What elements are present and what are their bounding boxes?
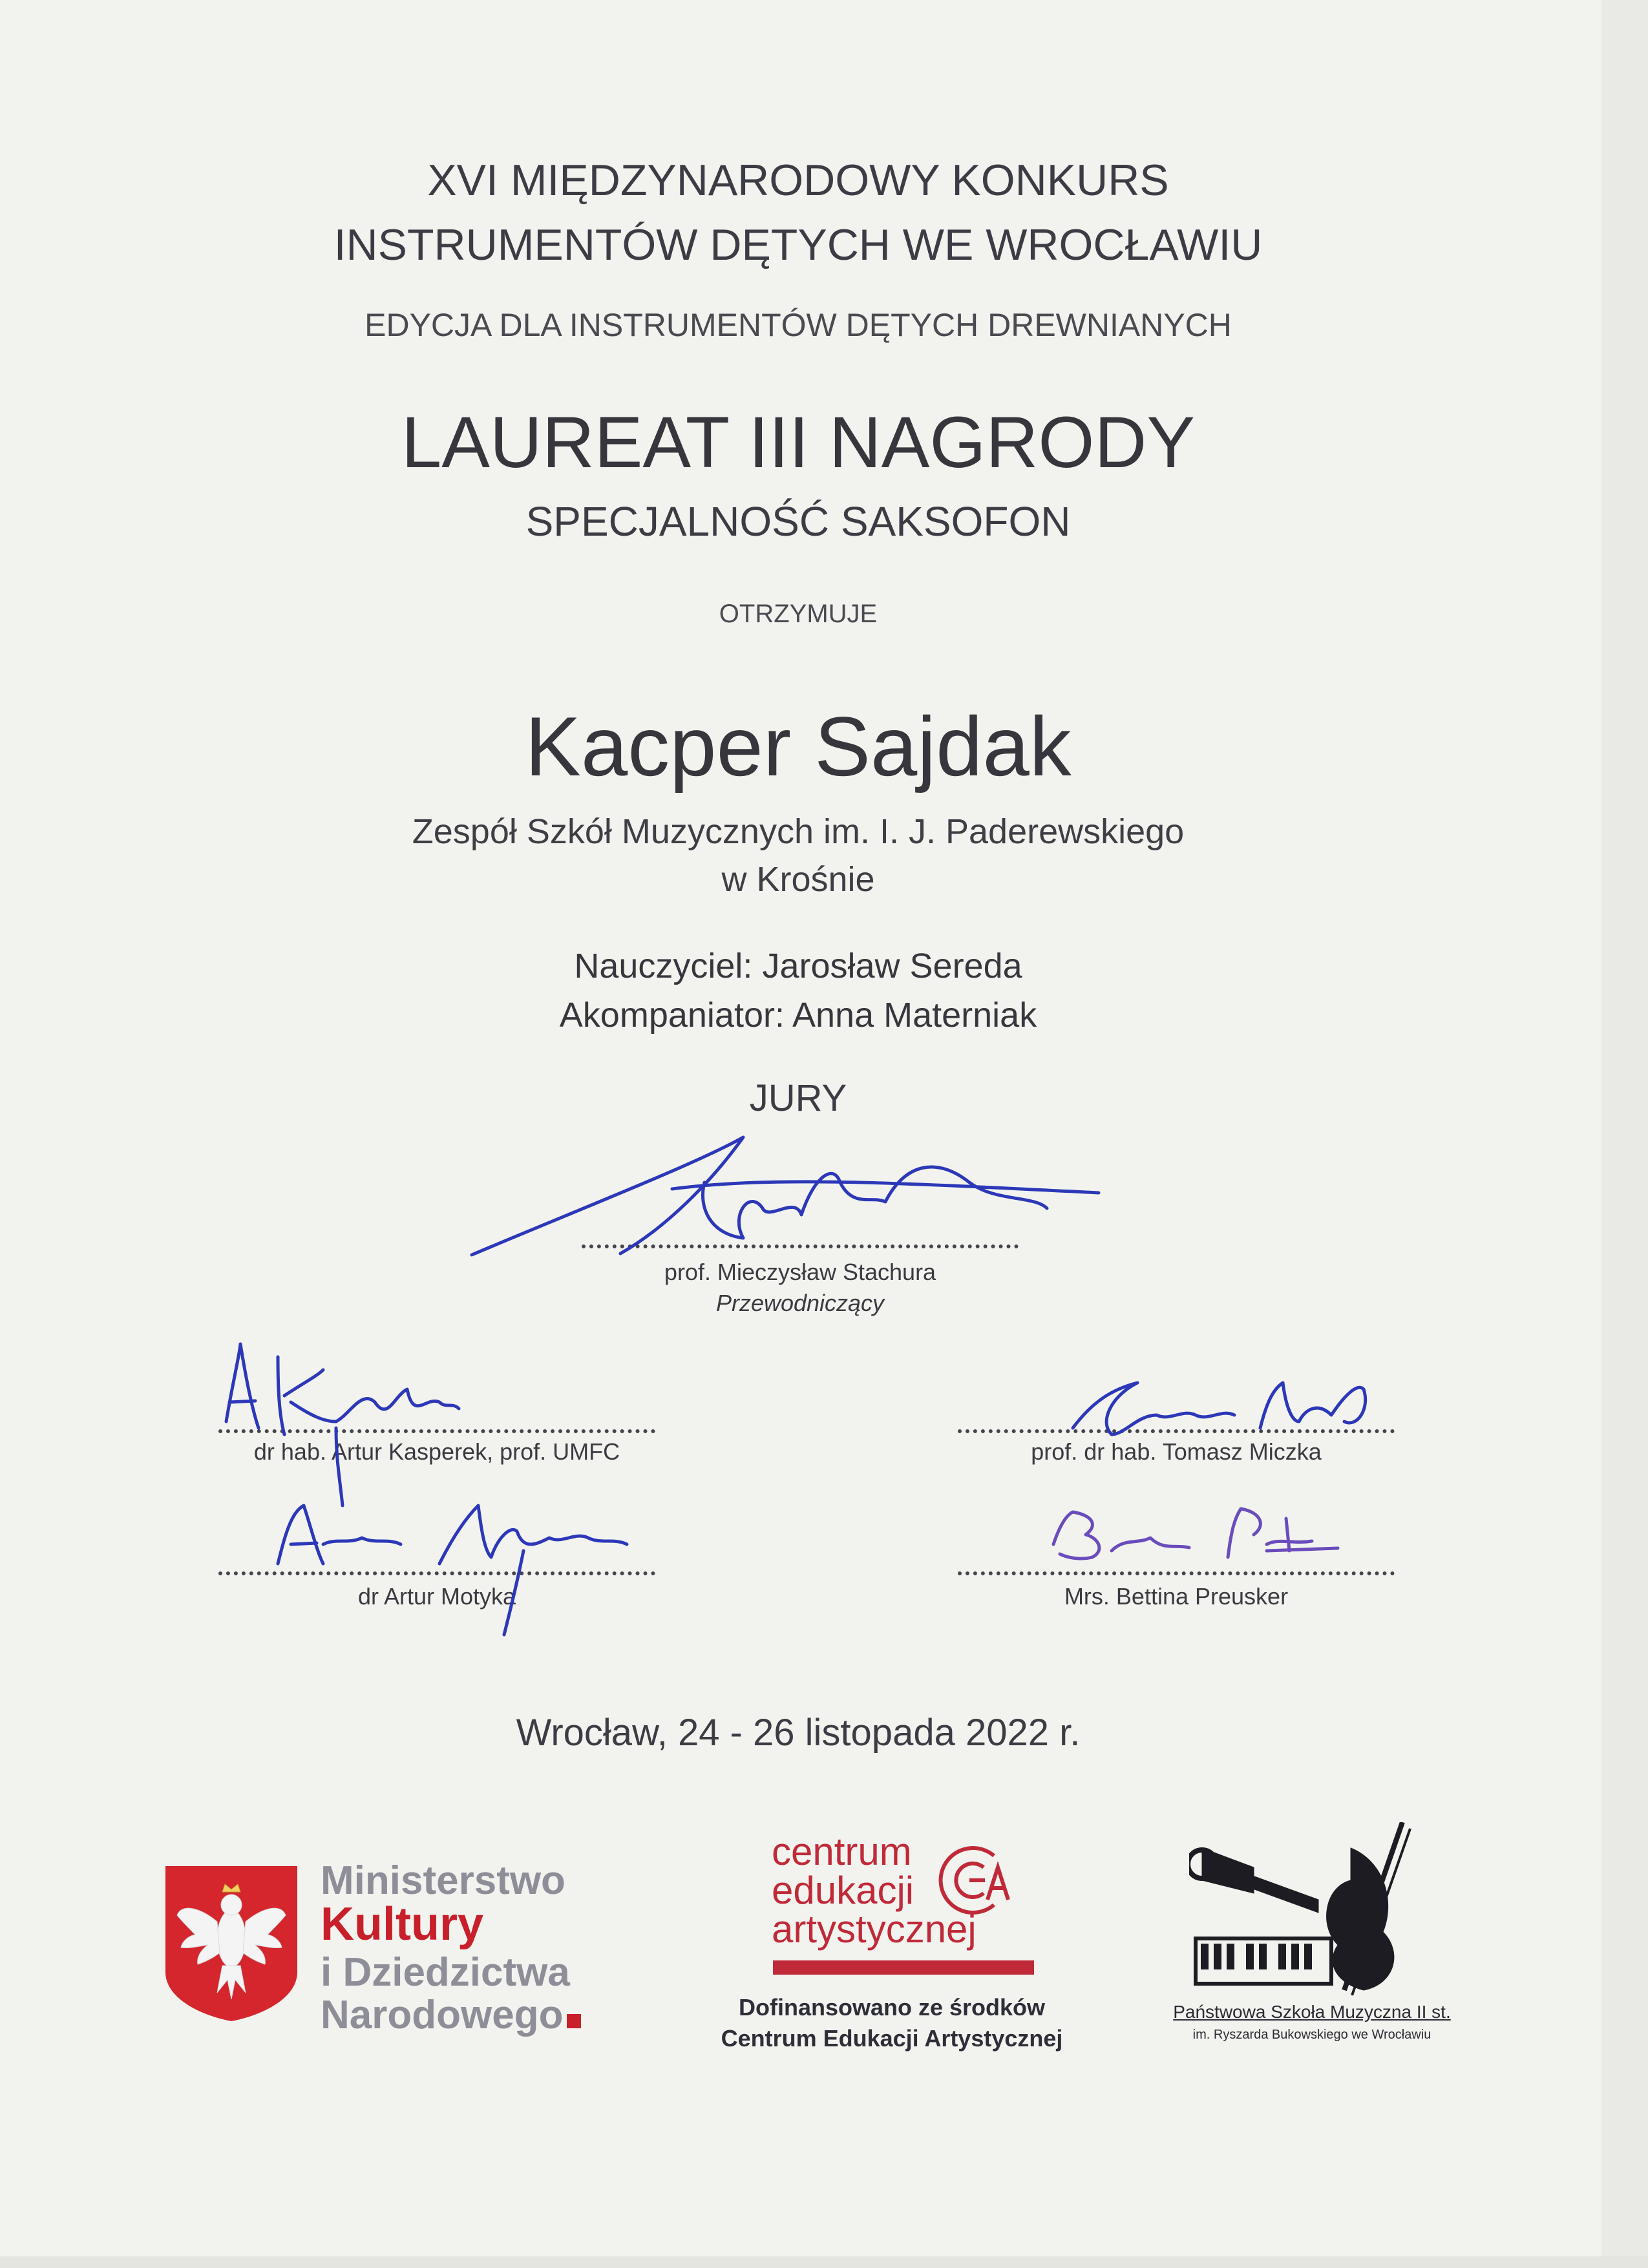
instruments-emblem-icon [1189,1822,1435,1997]
music-school-name: Państwowa Szkoła Muzyczna II st. [1173,2002,1451,2022]
cea-footer-line2: Centrum Edukacji Artystycznej [721,2025,1063,2052]
recipient-name: Kacper Sajdak [525,699,1072,793]
ministry-dot [567,2014,581,2028]
signature-preusker [1053,1509,1338,1559]
cea-word: artystycznej [772,1907,977,1951]
signature-chair [472,1137,1099,1255]
jury-member-name: Mrs. Bettina Preusker [1064,1583,1289,1610]
cea-emblem-icon [931,1842,1015,1919]
signature-motyka [278,1506,627,1635]
jury-member-name: prof. dr hab. Tomasz Miczka [1031,1438,1322,1465]
music-school-logo [1163,1822,1461,2061]
ministry-word: Ministerstwo [321,1858,565,1903]
ministry-word: Narodowego [321,1993,564,2037]
competition-title-line1: XVI MIĘDZYNARODOWY KONKURS [427,156,1169,205]
award-title: LAUREAT III NAGRODY [401,402,1196,483]
edition-subtitle: EDYCJA DLA INSTRUMENTÓW DĘTYCH DREWNIANYCH [364,307,1232,343]
teacher-line: Nauczyciel: Jarosław Sereda [574,947,1022,985]
signature-miczka [1073,1383,1366,1434]
cea-word: centrum [772,1830,912,1873]
ministry-word: i Dziedzictwa [321,1950,570,1995]
receives-label: OTRZYMUJE [719,600,878,628]
award-specialty: SPECJALNOŚĆ SAKSOFON [525,498,1071,545]
school-line1: Zespół Szkół Muzycznych im. I. J. Paderewskiego [412,812,1185,851]
polish-eagle-shield-icon [163,1864,300,2022]
accompanist-line: Akompaniator: Anna Materniak [559,996,1037,1034]
music-school-subtitle: im. Ryszarda Bukowskiego we Wrocławiu [1192,2028,1431,2042]
cea-bar [773,1960,1034,1975]
cea-footer-line1: Dofinansowano ze środków [738,1994,1046,2021]
cea-logo [685,1832,1099,2065]
cea-word: edukacji [772,1869,914,1912]
jury-member-name: dr Artur Motyka [357,1583,516,1610]
school-line2: w Krośnie [721,860,875,899]
place-date: Wrocław, 24 - 26 listopada 2022 r. [516,1712,1081,1754]
jury-member-name: dr hab. Artur Kasperek, prof. UMFC [253,1438,620,1465]
jury-chair-role: Przewodniczący [715,1290,885,1316]
ministry-logo [163,1858,615,2037]
ministry-word: Kultury [321,1898,483,1950]
signature-kasperek [226,1344,459,1506]
ministry-word-last [321,1995,581,2035]
jury-heading: JURY [749,1077,847,1119]
competition-title-line2: INSTRUMENTÓW DĘTYCH WE WROCŁAWIU [333,220,1263,269]
jury-chair-name: prof. Mieczysław Stachura [664,1259,936,1285]
